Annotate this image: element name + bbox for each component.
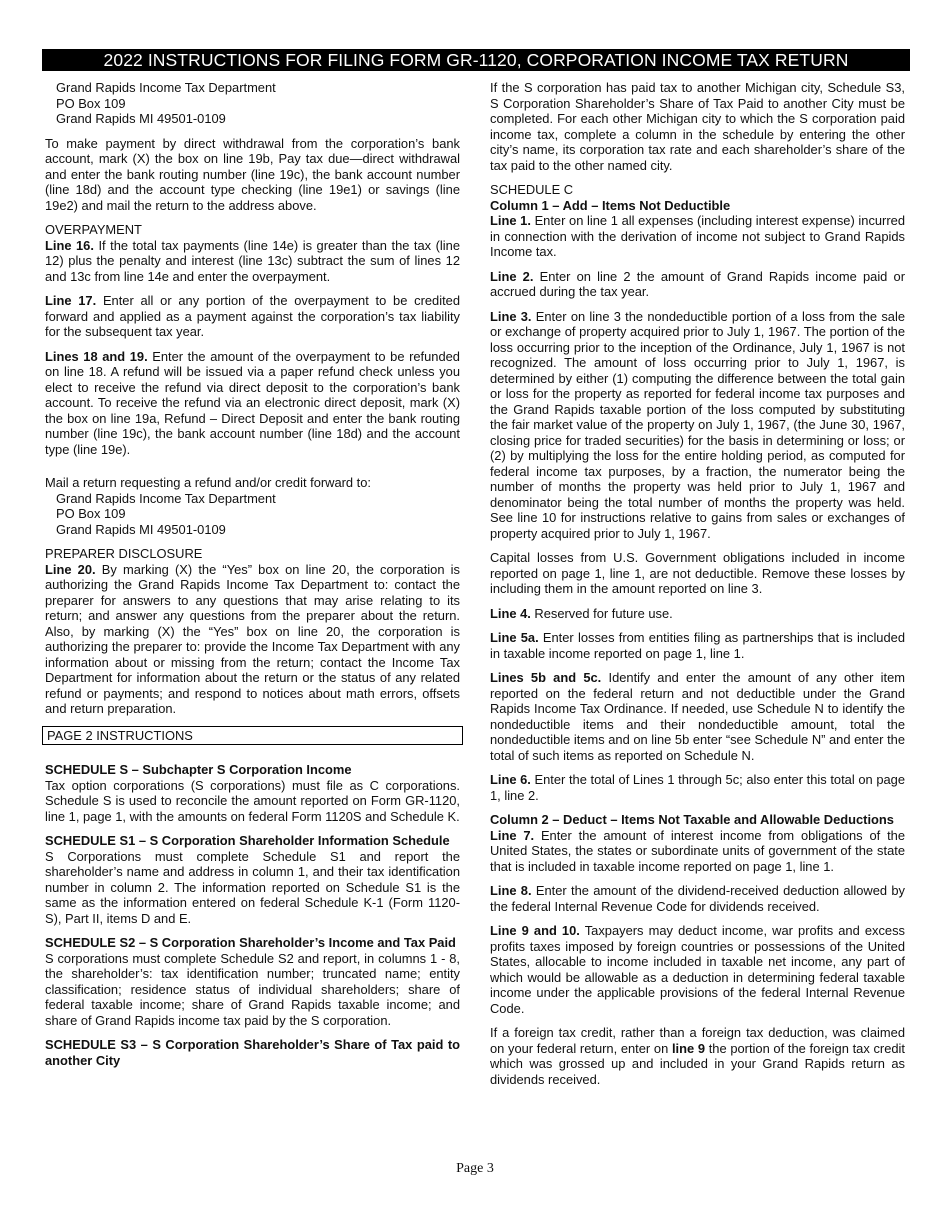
line1-paragraph bbox=[490, 213, 905, 260]
line-label: Line 4. bbox=[490, 605, 531, 621]
line-label: Line 8. bbox=[490, 883, 532, 898]
address-line: PO Box 109 bbox=[56, 95, 126, 111]
line-text: Enter the amount of the overpayment to be refunded on line 18. A refund will be issued via a paper refund check unless you elect to receive the refund via direct deposit to the corporation’s bank account. To receive the refund via an electronic direct deposit, mark (X) the box on line 19a, Refund – Direct Deposit and enter the bank routing number (line 19c), the bank account number (line 18d) and the account type (line 19e). bbox=[45, 348, 460, 457]
line-text: Enter all or any portion of the overpayment to be credited forward and applied as a payment against the corporation’s tax liability for the subsequent tax year. bbox=[45, 293, 460, 339]
address-line: PO Box 109 bbox=[56, 506, 126, 521]
page-title: 2022 INSTRUCTIONS FOR FILING FORM GR-1120, CORPORATION INCOME TAX RETURN bbox=[42, 49, 910, 71]
line6-paragraph bbox=[490, 772, 905, 803]
line2-paragraph bbox=[490, 269, 905, 300]
column1-heading: Column 1 – Add – Items Not Deductible bbox=[490, 197, 731, 213]
line-label: Line 16. bbox=[45, 237, 94, 253]
line-text: If the total tax payments (line 14e) is greater than the tax (line 12) plus the penalty and interest (line 13c) subtract the sum of lines 12 and 13c from line 14e and enter the overpayment. bbox=[45, 237, 460, 284]
schedule-s1-paragraph: S Corporations must complete Schedule S1 and report the shareholder’s name and address in column 1, and their tax identification number in column 2. The information reported on Schedule S1 is the same as the information entered on federal Schedule K-1 (Form 1120-S), Part II, items D and E. bbox=[45, 848, 460, 926]
line3-paragraph bbox=[490, 309, 905, 542]
line-text: Enter losses from entities filing as partnerships that is included in taxable income reported on page 1, line 1. bbox=[490, 630, 905, 661]
mail-refund-text: Mail a return requesting a refund and/or credit forward to: bbox=[45, 475, 372, 490]
line20-paragraph bbox=[45, 562, 460, 717]
line-text: Enter the amount of the dividend-received deduction allowed by the federal Internal Revenue Code for dividends received. bbox=[490, 883, 905, 914]
schedule-s3-heading: SCHEDULE S3 – S Corporation Shareholder’s Share of Tax paid to another City bbox=[45, 1037, 460, 1068]
foreign-tax-credit-paragraph bbox=[490, 1025, 905, 1087]
line16-paragraph bbox=[45, 238, 460, 285]
line-label: Line 7. bbox=[490, 827, 535, 843]
line-label: Lines 5b and 5c. bbox=[490, 670, 602, 685]
line-text: Enter on line 3 the nondeductible portion of a loss from the sale or exchange of property acquired prior to July 1, 1967. The portion of the loss occurring prior to the inception of the Ordinance, July 1, 1967 is not recognized. The amount of loss occurring prior to July 1, 1967, is determined by either (1) computing the difference between the total gain or loss for the property as reported for federal income tax purposes and the Grand Rapids taxable portion of the loss computed by substituting the fair market value of the property on July 1, 1967, (the June 30, 1967, closing price for traded securities) for the basis in determining or loss; or (2) by multiplying the loss for the entire holding period, as computed for federal income tax purposes, by a fraction, the numerator being the number of months the property was held prior to July 1, 1967 and denominator being the total number of months the property was held. See line 10 for instructions relative to gains from sales or exchanges of property acquired prior to July 1, 1967. bbox=[490, 308, 905, 541]
page-number: Page 3 bbox=[456, 1161, 494, 1176]
line-label: Line 2. bbox=[490, 268, 534, 284]
schedule-s3-paragraph: If the S corporation has paid tax to another Michigan city, Schedule S3, S Corporation Shareholder’s Share of Tax Paid to another City must be completed. For each other Michigan city to which the S corporation paid income tax, complete a column in the schedule by entering the other city’s name, its corporation tax rate and each shareholder’s share of the tax paid to the other named city. bbox=[490, 80, 905, 173]
foreign-line-ref: line 9 bbox=[671, 1040, 706, 1056]
line-label: Line 1. bbox=[490, 213, 531, 228]
line8-paragraph bbox=[490, 883, 905, 914]
left-column bbox=[45, 80, 460, 1068]
refund-address bbox=[45, 475, 460, 537]
lines5b-5c-paragraph bbox=[490, 670, 905, 763]
line5a-paragraph bbox=[490, 630, 905, 661]
address-line: Grand Rapids Income Tax Department bbox=[56, 490, 276, 506]
address-line: Grand Rapids MI 49501-0109 bbox=[56, 111, 226, 126]
mailing-address bbox=[45, 80, 460, 127]
line-label: Line 6. bbox=[490, 772, 531, 787]
foreign-text-a: If a foreign tax credit, rather than a foreign tax deduction, was claimed on your federal return, enter on bbox=[490, 1025, 905, 1056]
line-text: Reserved for future use. bbox=[530, 605, 673, 621]
line-text: By marking (X) the “Yes” box on line 20, the corporation is authorizing the Grand Rapids Income Tax Department to: contact the preparer for answers to any questions that may arise relating to its return; and answer any questions from the preparer about the return. Also, by marking (X) the “Yes” box on line 20, the corporation is authorizing the preparer to: provide the Income Tax Department with any information about or missing from the return; contact the Income Tax Department for information about the return or the status of any related refund or payments; and respond to notices about math errors, offsets and return preparation. bbox=[45, 561, 460, 716]
line-text: Enter the amount of interest income from obligations of the United States, the states or subordinate units of government of the state that is included in taxable income reported on page 1, line 1. bbox=[490, 827, 905, 874]
schedule-s-paragraph: Tax option corporations (S corporations) must file as C corporations. Schedule S is used to reconcile the amount reported on Form GR-1120, line 1, page 1, with the amounts on federal Form 1120S and Schedule K. bbox=[45, 777, 460, 824]
preparer-heading: PREPARER DISCLOSURE bbox=[45, 546, 203, 561]
line-text: Enter on line 2 the amount of Grand Rapids income paid or accrued during the tax year. bbox=[490, 268, 905, 299]
schedule-s2-heading: SCHEDULE S2 – S Corporation Shareholder’s Income and Tax Paid bbox=[45, 935, 456, 950]
schedule-c-heading: SCHEDULE C bbox=[490, 182, 574, 197]
line17-paragraph bbox=[45, 293, 460, 340]
line-label: Line 5a. bbox=[490, 630, 539, 645]
line-label: Line 9 and 10. bbox=[490, 923, 580, 938]
page2-instructions-heading: PAGE 2 INSTRUCTIONS bbox=[42, 726, 463, 746]
line-text: Enter on line 1 all expenses (including interest expense) incurred in connection with the derivation of income not subject to Grand Rapids Income tax. bbox=[490, 213, 905, 259]
right-column bbox=[490, 80, 905, 1096]
line-label: Line 17. bbox=[45, 293, 97, 308]
overpayment-heading: OVERPAYMENT bbox=[45, 222, 142, 237]
schedule-s1-heading: SCHEDULE S1 – S Corporation Shareholder Information Schedule bbox=[45, 833, 450, 848]
line7-paragraph bbox=[490, 828, 905, 875]
foreign-text-b: the portion of the foreign tax credit which was grossed up and included in your Grand Rapids return as dividends received. bbox=[490, 1040, 905, 1087]
lines9-10-paragraph bbox=[490, 923, 905, 1016]
line-text: Identify and enter the amount of any other item reported on the federal return and not deductible under the Grand Rapids Income Tax Ordinance. If needed, use Schedule N to identify the nondeductible items and their nondeductible amount, total the nondeductible items and on line 5b enter “see Schedule N” and enter the total of such items as reported on Schedule N. bbox=[490, 670, 905, 763]
line-text: Enter the total of Lines 1 through 5c; also enter this total on page 1, line 2. bbox=[490, 772, 905, 803]
line-label: Lines 18 and 19. bbox=[45, 348, 148, 364]
line-label: Line 20. bbox=[45, 561, 96, 577]
schedule-s2-paragraph: S corporations must complete Schedule S2 and report, in columns 1 - 8, the shareholder’s: tax identification number; truncated name; entity classification; residence status of individual shareholders; share of federal taxable income; share of Grand Rapids taxable income; and share of Grand Rapids income tax paid by the S corporation. bbox=[45, 950, 460, 1028]
line-text: Taxpayers may deduct income, war profits and excess profits taxes imposed by foreign countries or possessions of the United States, allocable to income included in taxable net income, any part of which would be allowable as a deduction in determining federal taxable income under the applicable provisions of the federal Internal Revenue Code. bbox=[490, 923, 905, 1016]
lines18-19-paragraph bbox=[45, 349, 460, 458]
address-line: Grand Rapids Income Tax Department bbox=[56, 80, 276, 95]
column2-heading: Column 2 – Deduct – Items Not Taxable and Allowable Deductions bbox=[490, 812, 894, 827]
address-line: Grand Rapids MI 49501-0109 bbox=[56, 521, 226, 537]
capital-losses-paragraph: Capital losses from U.S. Government obligations included in income reported on page 1, line 1, are not deductible. Remove these losses by including them in the amount reported on line 3. bbox=[490, 550, 905, 596]
direct-withdrawal-paragraph: To make payment by direct withdrawal from the corporation’s bank account, mark (X) the box on line 19b, Pay tax due—direct withdrawal and enter the bank routing number (line 19c), the bank account number (line 18d) and the account type checking (line 19e1) or savings (line 19e2) and mail the return to the address above. bbox=[45, 135, 460, 213]
line4-paragraph bbox=[490, 606, 905, 622]
line-label: Line 3. bbox=[490, 308, 532, 324]
schedule-s-heading: SCHEDULE S – Subchapter S Corporation Income bbox=[45, 762, 352, 777]
